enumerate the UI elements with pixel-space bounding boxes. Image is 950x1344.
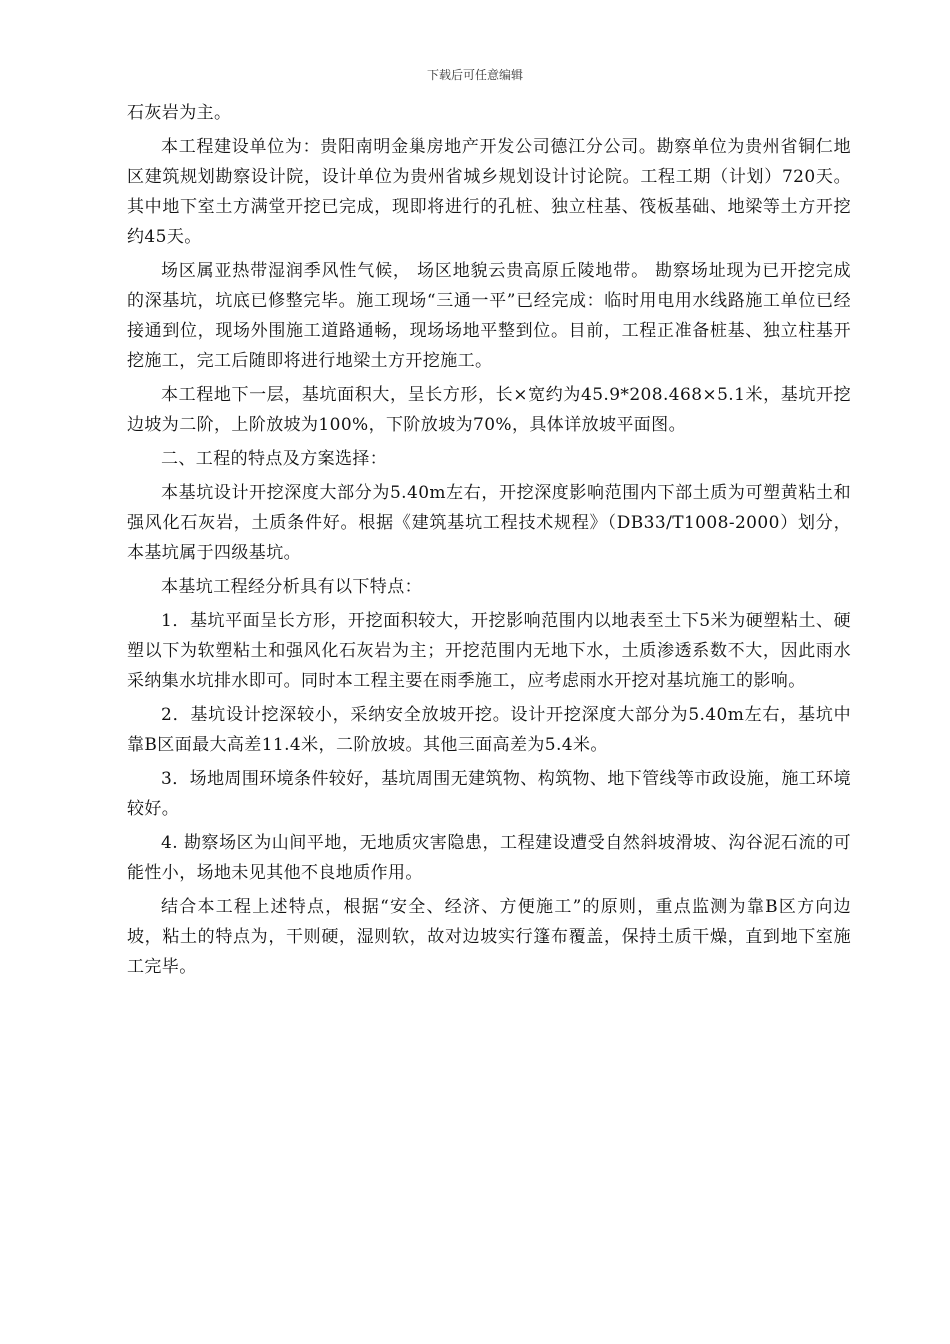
paragraph-site-conditions: 场区属亚热带湿润季风性气候， 场区地貌云贵高原丘陵地带。 勘察场址现为已开挖完成的深基坑，坑底已修整完毕。施工现场“三通一平”已经完成：临时用电用水线路施工单位已经接通到位，现场外围施工道路通畅，现场场地平整到位。目前，工程正准备桩基、独立柱基开挖施工，完工后随即将进行地梁土方开挖施工。: [127, 261, 851, 371]
paragraph-conclusion: 结合本工程上述特点，根据“安全、经济、方便施工”的原则，重点监测为靠B区方向边坡，粘土的特点为，干则硬，湿则软，故对边坡实行篷布覆盖，保持土质干燥，直到地下室施工完毕。: [127, 897, 851, 977]
list-item-feature-4: 4. 勘察场区为山间平地，无地质灾害隐患，工程建设遭受自然斜坡滑坡、沟谷泥石流的可能性小，场地未见其他不良地质作用。: [127, 833, 851, 883]
document-body: [127, 98, 851, 982]
list-item-feature-3: 3．场地周围环境条件较好，基坑周围无建筑物、构筑物、地下管线等市政设施，施工环境较好。: [127, 769, 851, 819]
paragraph-features-intro: 本基坑工程经分析具有以下特点：: [161, 577, 422, 597]
list-item-feature-2: 2．基坑设计挖深较小，采纳安全放坡开挖。设计开挖深度大部分为5.40m左右，基坑中靠B区面最大高差11.4米，二阶放坡。其他三面高差为5.4米。: [127, 705, 851, 755]
section-heading: 二、工程的特点及方案选择：: [161, 449, 388, 469]
list-item-feature-1: 1．基坑平面呈长方形，开挖面积较大，开挖影响范围内以地表至土下5米为硬塑粘土、硬塑以下为软塑粘土和强风化石灰岩为主；开挖范围内无地下水，土质渗透系数不大，因此雨水采纳集水坑排水即可。同时本工程主要在雨季施工，应考虑雨水开挖对基坑施工的影响。: [127, 611, 851, 691]
paragraph-project-units: 本工程建设单位为：贵阳南明金巢房地产开发公司德江分公司。勘察单位为贵州省铜仁地区建筑规划勘察设计院，设计单位为贵州省城乡规划设计讨论院。工程工期（计划）720天。其中地下室土方满堂开挖已完成，现即将进行的孔桩、独立柱基、筏板基础、地梁等土方开挖约45天。: [127, 137, 851, 247]
paragraph-pit-dimensions: 本工程地下一层，基坑面积大，呈长方形，长×宽约为45.9*208.468×5.1米，基坑开挖边坡为二阶，上阶放坡为100%，下阶放坡为70%，具体详放坡平面图。: [127, 385, 851, 435]
paragraph-continuation: 石灰岩为主。: [127, 103, 232, 123]
page-header: 下载后可任意编辑: [426, 68, 523, 82]
paragraph-pit-classification: 本基坑设计开挖深度大部分为5.40m左右，开挖深度影响范围内下部土质为可塑黄粘土和强风化石灰岩，土质条件好。根据《建筑基坑工程技术规程》（DB33/T1008-2000）划分，本基坑属于四级基坑。: [127, 483, 851, 563]
